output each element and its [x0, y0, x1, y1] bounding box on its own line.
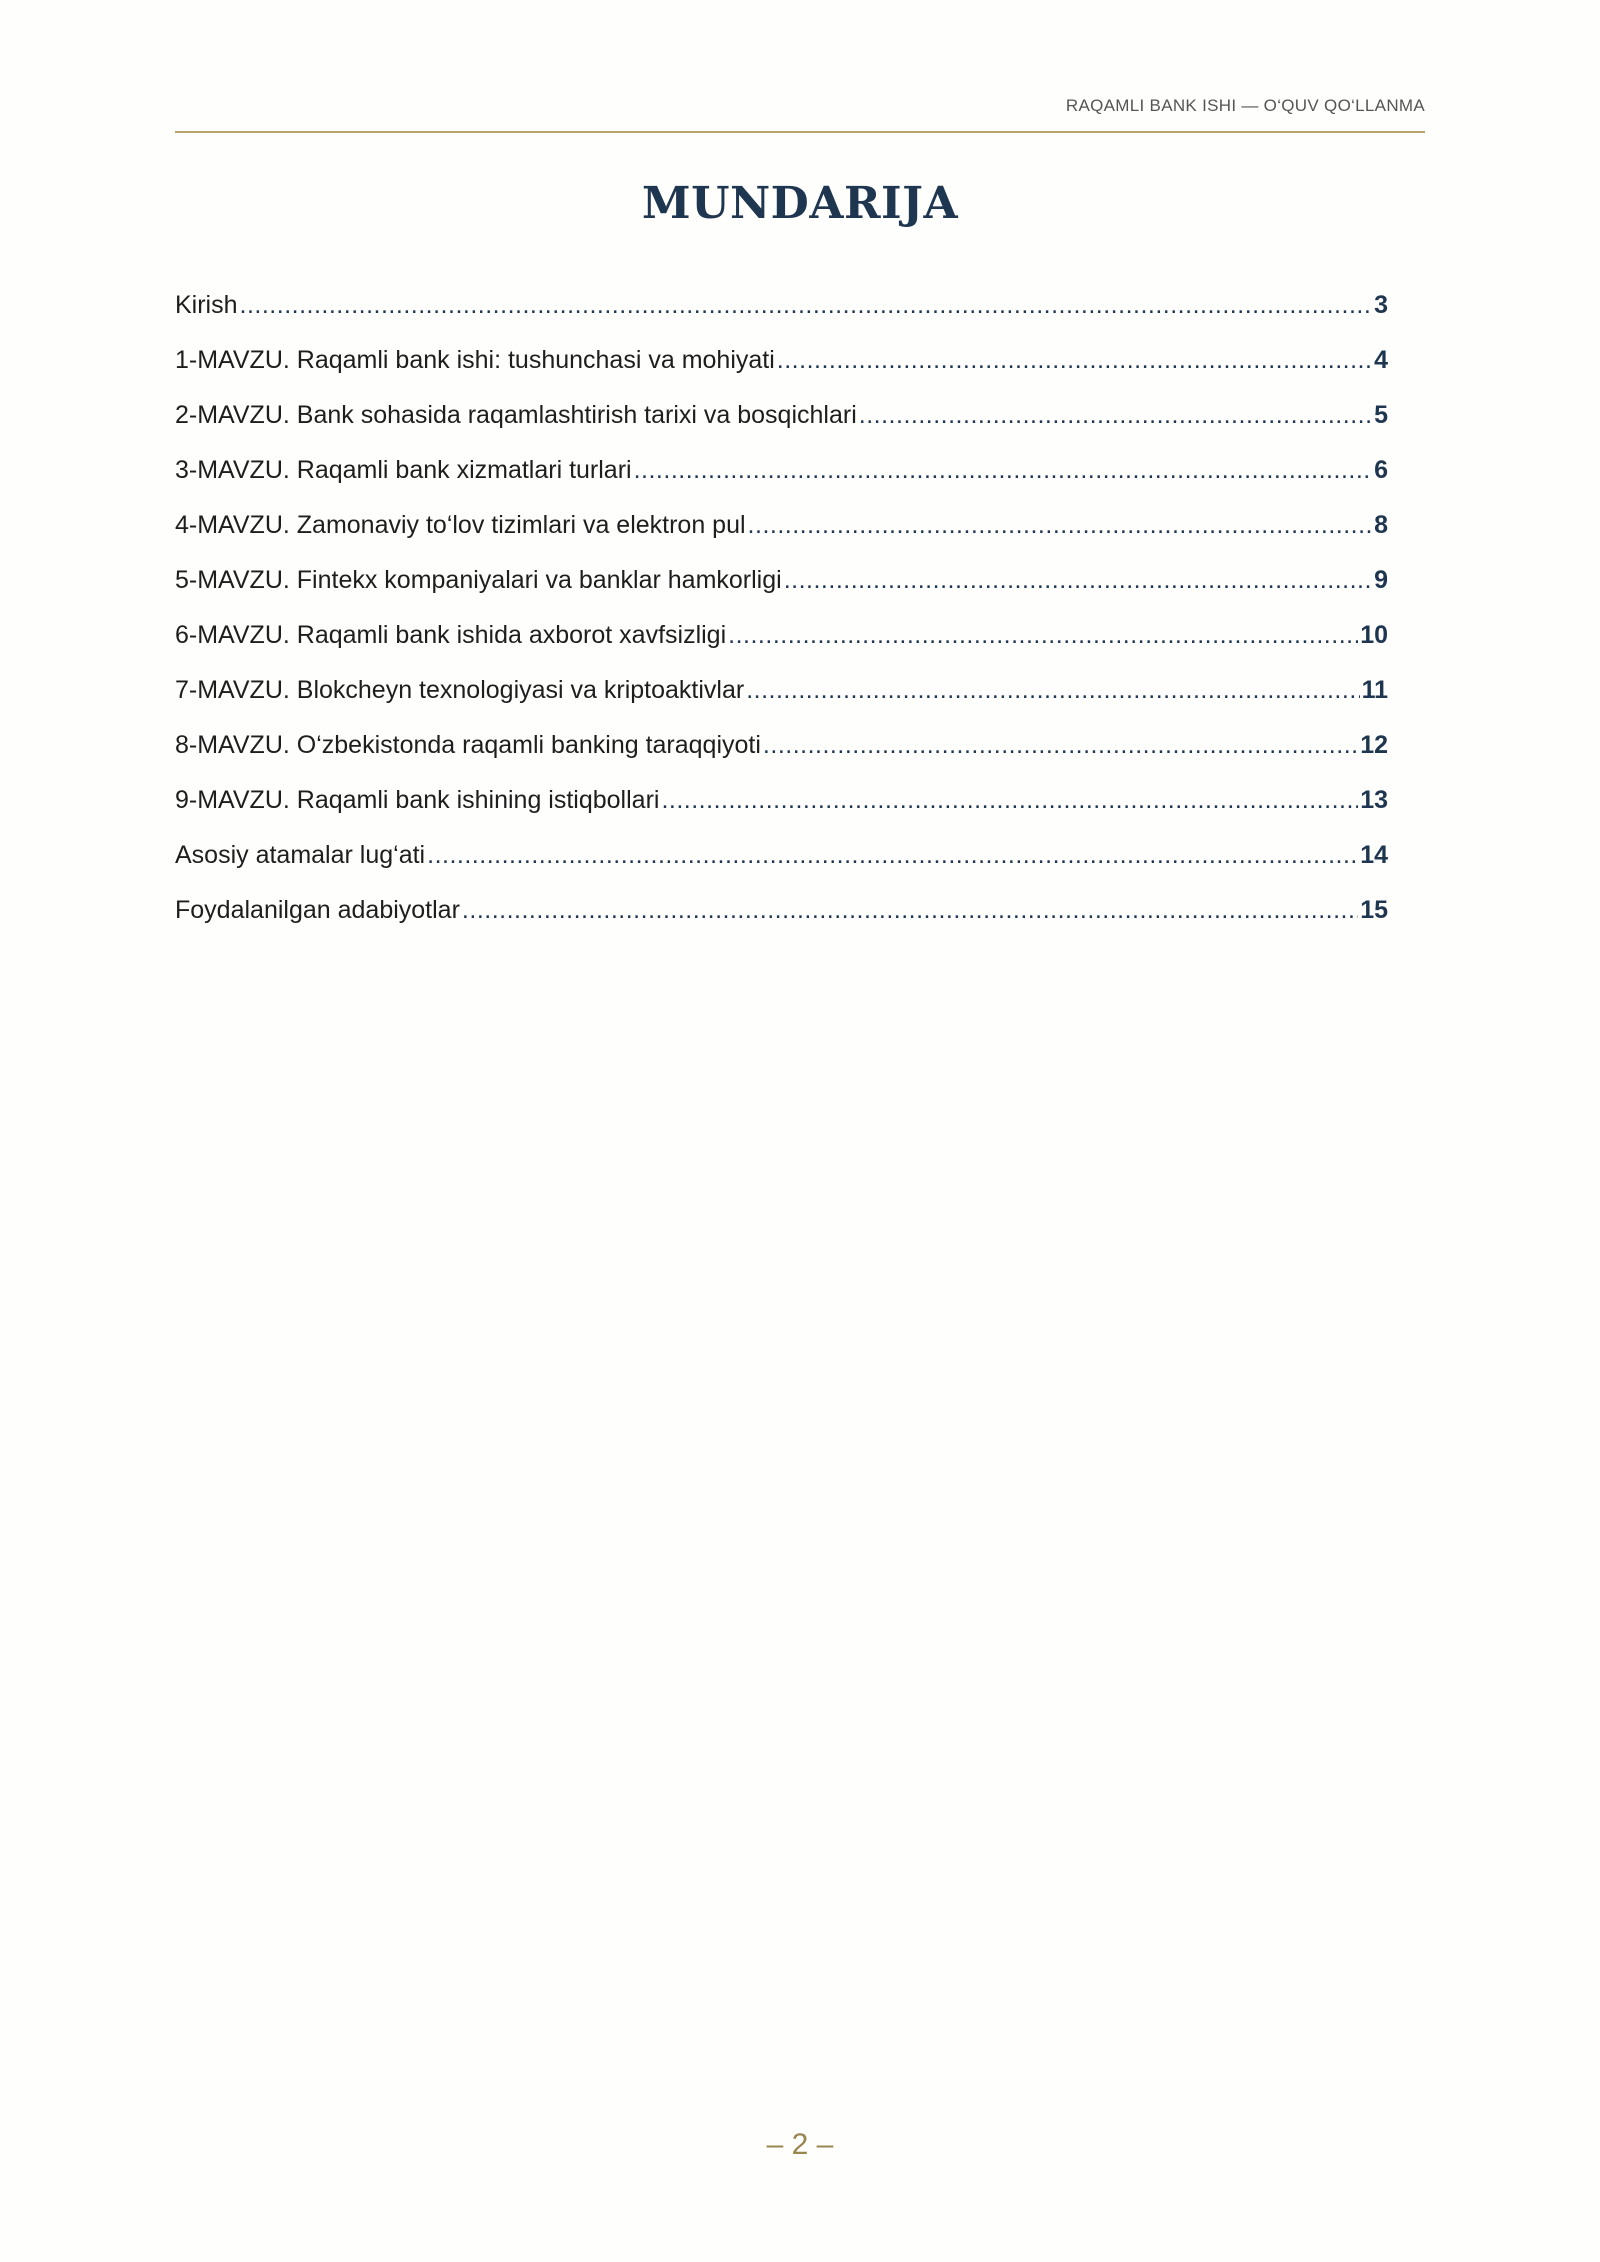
toc-entry-label: 9-MAVZU. Raqamli bank ishining istiqbollari — [175, 786, 660, 814]
toc-entry-mavzu-3[interactable] — [175, 447, 1388, 502]
dot-leader — [427, 832, 1358, 878]
dot-leader — [784, 557, 1372, 603]
toc-entry-page: 4 — [1374, 346, 1388, 374]
dot-leader — [859, 392, 1372, 438]
dot-leader — [746, 667, 1359, 713]
toc-entry-mavzu-2[interactable] — [175, 392, 1388, 447]
toc-entry-label: 6-MAVZU. Raqamli bank ishida axborot xavfsizligi — [175, 621, 727, 649]
page-title: MUNDARIJA — [641, 178, 959, 229]
toc-entry-mavzu-8[interactable] — [175, 722, 1388, 777]
toc-entry-page: 14 — [1360, 841, 1388, 869]
toc-entry-page: 8 — [1374, 511, 1388, 539]
toc-entry-page: 5 — [1374, 401, 1388, 429]
toc-entry-glossary[interactable] — [175, 832, 1388, 887]
toc-entry-label: 1-MAVZU. Raqamli bank ishi: tushunchasi va mohiyati — [175, 346, 775, 374]
toc-entry-label: 4-MAVZU. Zamonaviy to‘lov tizimlari va elektron pul — [175, 511, 746, 539]
toc-entry-mavzu-6[interactable] — [175, 612, 1388, 667]
toc-entry-mavzu-9[interactable] — [175, 777, 1388, 832]
toc-entry-page: 13 — [1360, 786, 1388, 814]
toc-entry-references[interactable] — [175, 887, 1388, 942]
toc-entry-page: 12 — [1360, 731, 1388, 759]
toc-entry-mavzu-7[interactable] — [175, 667, 1388, 722]
toc-entry-label: 3-MAVZU. Raqamli bank xizmatlari turlari — [175, 456, 632, 484]
dot-leader — [763, 722, 1358, 768]
running-header: RAQAMLI BANK ISHI — O‘QUV QO‘LLANMA — [1065, 96, 1425, 115]
page-number: – 2 – — [766, 2128, 834, 2161]
header-divider — [175, 131, 1425, 133]
dot-leader — [748, 502, 1373, 548]
toc-entry-label: 7-MAVZU. Blokcheyn texnologiyasi va kriptoaktivlar — [175, 676, 745, 704]
toc-entry-page: 6 — [1374, 456, 1388, 484]
toc-entry-page: 15 — [1360, 896, 1388, 924]
toc-entry-label: Kirish — [175, 291, 238, 319]
toc-entry-mavzu-1[interactable] — [175, 337, 1388, 392]
toc-entry-mavzu-5[interactable] — [175, 557, 1388, 612]
toc-entry-page: 11 — [1361, 676, 1388, 704]
dot-leader — [634, 447, 1373, 493]
toc-entry-page: 9 — [1374, 566, 1388, 594]
dot-leader — [728, 612, 1358, 658]
toc-entry-page: 3 — [1374, 291, 1388, 319]
dot-leader — [240, 282, 1373, 328]
toc-entry-label: Foydalanilgan adabiyotlar — [175, 896, 460, 924]
toc-entry-label: 2-MAVZU. Bank sohasida raqamlashtirish tarixi va bosqichlari — [175, 401, 857, 429]
dot-leader — [661, 777, 1358, 823]
dot-leader — [462, 887, 1358, 933]
toc-entry-label: 5-MAVZU. Fintekx kompaniyalari va banklar hamkorligi — [175, 566, 782, 594]
toc-entry-page: 10 — [1360, 621, 1388, 649]
table-of-contents — [175, 282, 1388, 942]
dot-leader — [777, 337, 1372, 383]
toc-entry-label: 8-MAVZU. O‘zbekistonda raqamli banking taraqqiyoti — [175, 731, 761, 759]
toc-entry-kirish[interactable] — [175, 282, 1388, 337]
toc-entry-label: Asosiy atamalar lug‘ati — [175, 841, 426, 869]
toc-entry-mavzu-4[interactable] — [175, 502, 1388, 557]
